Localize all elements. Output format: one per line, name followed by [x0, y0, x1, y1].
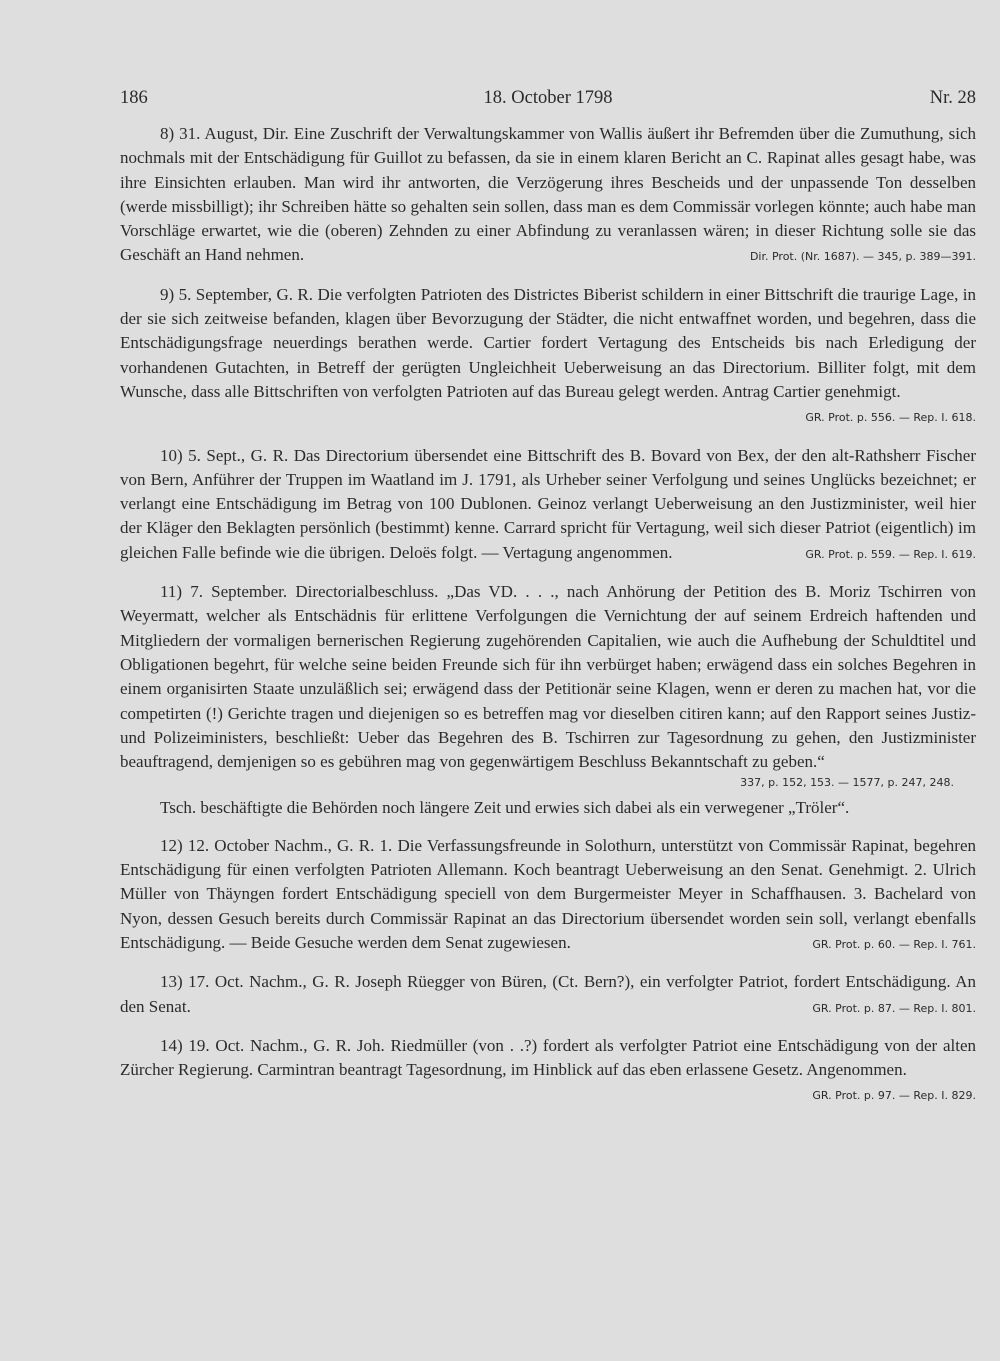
source-reference: GR. Prot. p. 556. — Rep. I. 618.	[805, 411, 976, 425]
entry-text: 11) 7. September. Directorialbeschluss. „Das VD. . . ., nach Anhörung der Petition des B. Moriz Tschirren von Weyermatt, welcher als Entschädnis für erlittene Verfolgungen die Vernichtung der auf seinem Erdreich haftenden und Mitgliedern der vormaligen bernerischen Regierung zugehörenden Capitalien, wie auch die Aufhebung der Schuldtitel und Obligationen begehrt, für welche seine beiden Freunde sich für ihn verbürget haben; erwägend dass ein solches Begehren in einem organisirten Staate unzuläßlich sei; erwägend dass der Petitionär seine Klagen, wenn er deren zu machen hat, vor die competirten (!) Gerichte tragen und diejenigen so es betreffen mag vor dieselben citiren kann; auf den Rapport seines Justiz- und Polizeiministers, beschließt: Ueber das Begehren des B. Tschirren zur Tagesordnung zu gehen, den Justizminister beauftragend, demjenigen so es gebühren mag von gegenwärtigem Beschluss Bekanntschaft zu geben.“	[120, 582, 976, 772]
header-date: 18. October 1798	[483, 88, 613, 108]
source-reference: Dir. Prot. (Nr. 1687). — 345, p. 389—391.	[749, 250, 976, 264]
source-reference: 337, p. 152, 153. — 1577, p. 247, 248.	[740, 776, 954, 790]
entry-text: 13) 17. Oct. Nachm., G. R. Joseph Rüegger von Büren, (Ct. Bern?), ein verfolgter Patriot, fordert Entschädigung. An den Senat.	[120, 972, 976, 1016]
entry-12	[120, 834, 976, 957]
entry-11	[120, 580, 976, 792]
entry-text: 14) 19. Oct. Nachm., G. R. Joh. Riedmüller (von . .?) fordert als verfolgter Patriot eine Entschädigung von der alten Zürcher Regierung. Carmintran beantragt Tagesordnung, im Hinblick auf das eben erlassene Gesetz. Angenommen.	[120, 1035, 976, 1080]
entry-9	[120, 283, 976, 431]
page-header	[120, 88, 976, 114]
entry-text: 9) 5. September, G. R. Die verfolgten Patrioten des Districtes Biberist schildern in einer Bittschrift die traurige Lage, in der sie sich zeitweise befanden, klagen über Bevorzugung der Städter, die nicht entwaffnet worden, und begehren, dass die Entschädigungsfrage neuerdings berathen werde. Cartier fordert Vertagung des Entscheids bis nach Erledigung der vorhandenen Gutachten, in Betreff der gerügten Ungleichheit Ueberweisung an das Directorium. Billiter folgt, mit dem Wunsche, dass alle Bittschriften von verfolgten Patrioten auf das Bureau gelegt werden. Antrag Cartier genehmigt.	[120, 284, 976, 401]
source-reference: GR. Prot. p. 87. — Rep. I. 801.	[812, 1001, 976, 1015]
entry-text: 10) 5. Sept., G. R. Das Directorium übersendet eine Bittschrift des B. Bovard von Bex, der den alt-Rathsherr Fischer von Bern, Anführer der Truppen im Waatland im J. 1791, als Urheber seiner Verfolgung und seines Unglücks bezeichnet; er verlangt eine Entschädigung im Betrag von 100 Dublonen. Geinoz verlangt Ueberweisung an den Justizminister, weil hier der Kläger den Beklagten persönlich (bestimmt) kenne. Carrard spricht für Vertagung, weil sich dieser Patriot (eigentlich) im gleichen Falle befinde wie die übrigen. Deloës folgt. — Vertagung angenommen.	[120, 445, 976, 562]
entry-14	[120, 1034, 976, 1109]
source-reference: GR. Prot. p. 559. — Rep. I. 619.	[805, 547, 976, 561]
entry-11-note: Tsch. beschäftigte die Behörden noch längere Zeit und erwies sich dabei als ein verwegener „Tröler“.	[160, 798, 850, 818]
entry-13	[120, 970, 976, 1021]
entry-text: 12) 12. October Nachm., G. R. 1. Die Verfassungsfreunde in Solothurn, unterstützt von Commissär Rapinat, begehren Entschädigung für einen verfolgten Patrioten Allemann. Koch beantragt Ueberweisung an den Senat. Genehmigt. 2. Ulrich Müller von Thäyngen fordert Entschädigung speciell von dem Burgermeister Meyer in Schaffhausen. 3. Bachelard von Nyon, dessen Gesuch bereits durch Commissär Rapinat an das Directorium übersendet worden sein soll, verlangt ebenfalls Entschädigung. — Beide Gesuche werden dem Senat zugewiesen.	[120, 835, 976, 952]
entry-8	[120, 122, 976, 270]
document-number: Nr. 28	[929, 88, 976, 108]
source-reference: GR. Prot. p. 60. — Rep. I. 761.	[812, 937, 976, 951]
page-number: 186	[120, 88, 148, 108]
entry-text: 8) 31. August, Dir. Eine Zuschrift der Verwaltungskammer von Wallis äußert ihr Befremden über die Zumuthung, sich nochmals mit der Entschädigung für Guillot zu befassen, da sie in einem klaren Bericht an C. Rapinat alles gesagt habe, was ihre Einsichten erlauben. Man wird ihr antworten, die Verzögerung ihres Bescheids und der unpassende Ton desselben (werde missbilligt); ihr Schreiben hätte so gehalten sein sollen, dass man es dem Commissär vorlegen könnte; auch habe man Vorschläge erwartet, wie die (oberen) Zehnden zu einer Abfindung zu veranlassen wären; in dieser Richtung solle sie das Geschäft an Hand nehmen.	[120, 124, 976, 265]
entry-10	[120, 444, 976, 567]
source-reference: GR. Prot. p. 97. — Rep. I. 829.	[812, 1089, 976, 1103]
page-body	[120, 122, 976, 1122]
